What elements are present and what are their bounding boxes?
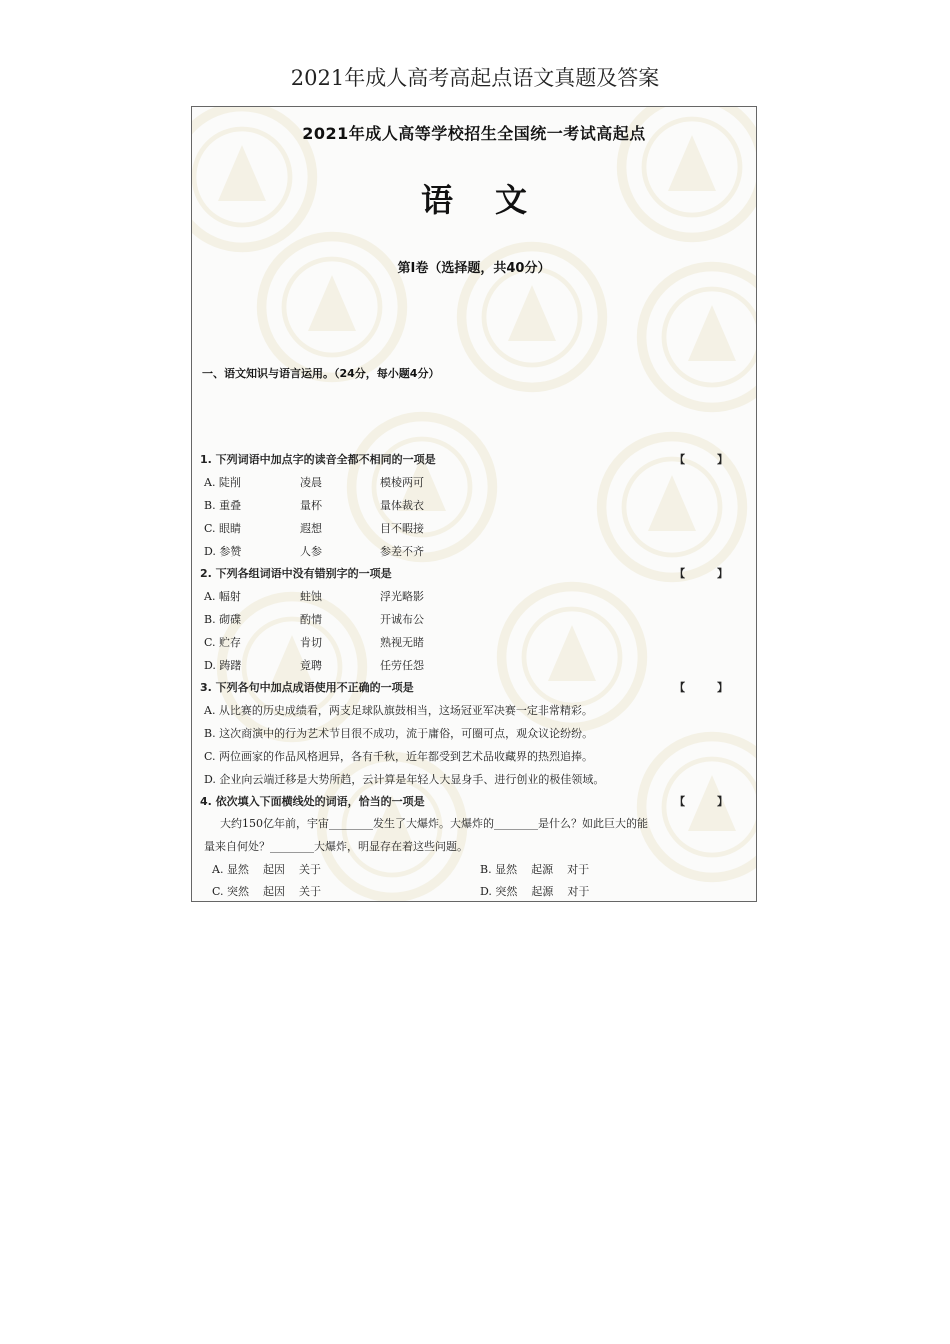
option-word: 参差不齐 — [380, 545, 424, 558]
option-word: C. 突然 — [212, 885, 250, 898]
exam-header: 2021年成人高等学校招生全国统一考试高起点 — [302, 124, 646, 143]
option-word: A. 显然 — [212, 863, 249, 876]
option-word: 竟聘 — [300, 659, 322, 672]
option-word: 凌晨 — [300, 476, 322, 489]
option-word: 起因 — [263, 885, 286, 898]
subject-title — [192, 175, 756, 221]
option-word: 开诚布公 — [380, 613, 424, 626]
passage-line: 量来自何处？________大爆炸，明显存在着这些问题。 — [204, 840, 468, 853]
option-word: A. 陡削 — [204, 476, 241, 489]
question-stem: 2. 下列各组词语中没有错别字的一项是 — [200, 567, 392, 580]
option-sentence: A. 从比赛的历史成绩看，两支足球队旗鼓相当，这场冠亚军决赛一定非常精彩。 — [204, 704, 593, 717]
option-row — [204, 588, 424, 604]
subject-char: 语 — [420, 181, 453, 219]
scanned-exam-image — [191, 106, 757, 902]
option-word: 对于 — [567, 863, 590, 876]
question-stem: 1. 下列词语中加点字的读音全都不相同的一项是 — [200, 453, 436, 466]
option-word: 目不暇接 — [380, 522, 424, 535]
answer-bracket: 【 】 — [674, 681, 742, 694]
option-word: B. 重叠 — [204, 499, 242, 512]
option-word: 肯切 — [300, 636, 322, 649]
option-word: 遐想 — [300, 522, 322, 535]
option-word: B. 砌碟 — [204, 613, 242, 626]
option-word: 浮光略影 — [380, 590, 424, 603]
option-word: D. 参赞 — [204, 545, 242, 558]
option-row — [204, 611, 424, 627]
question-2 — [200, 565, 748, 581]
passage-line: 大约150亿年前，宇宙________发生了大爆炸。大爆炸的________是什么？如此巨大的能 — [220, 817, 648, 830]
option-sentence: D. 企业向云端迁移是大势所趋，云计算是年轻人大显身手、进行创业的极佳领域。 — [204, 773, 605, 786]
option-sentence: B. 这次商演中的行为艺术节目很不成功，流于庸俗，可圈可点，观众议论纷纷。 — [204, 727, 594, 740]
option-word: 蛀蚀 — [300, 590, 322, 603]
option-row — [204, 497, 424, 513]
subject-char: 文 — [495, 181, 528, 219]
answer-bracket: 【 】 — [674, 567, 742, 580]
option-word: C. 眼睛 — [204, 522, 242, 535]
question-4 — [200, 793, 748, 809]
option-word: 量体裁衣 — [380, 499, 424, 512]
option-row — [204, 634, 424, 650]
option-word: C. 贮存 — [204, 636, 242, 649]
option-row — [480, 883, 603, 899]
answer-bracket: 【 】 — [674, 453, 742, 466]
question-3 — [200, 679, 748, 695]
question-stem: 4. 依次填入下面横线处的词语，恰当的一项是 — [200, 795, 425, 808]
option-word: 酌情 — [300, 613, 322, 626]
option-word: 起因 — [262, 863, 285, 876]
option-word: A. 幅射 — [204, 590, 241, 603]
option-word: 起源 — [531, 885, 554, 898]
option-word: 对于 — [567, 885, 590, 898]
section-title: 一、语文知识与语言运用。（24分，每小题4分） — [202, 367, 440, 380]
option-word: 任劳任怨 — [380, 659, 424, 672]
document-title: 2021年成人高考高起点语文真题及答案 — [290, 66, 660, 90]
option-row — [204, 543, 424, 559]
option-word: 关于 — [298, 863, 321, 876]
option-word: 模棱两可 — [380, 476, 424, 489]
option-word: 熟视无睹 — [380, 636, 424, 649]
option-row — [204, 657, 424, 673]
option-word: 人参 — [300, 545, 322, 558]
option-word: 关于 — [299, 885, 322, 898]
answer-bracket: 【 】 — [674, 795, 742, 808]
option-word: 量杯 — [300, 499, 322, 512]
option-word: B. 显然 — [480, 863, 518, 876]
option-word: D. 踌躇 — [204, 659, 242, 672]
option-row — [480, 861, 603, 877]
option-sentence: C. 两位画家的作品风格迥异，各有千秋，近年都受到艺术品收藏界的热烈追捧。 — [204, 750, 594, 763]
question-1 — [200, 451, 748, 467]
option-row — [204, 520, 424, 536]
option-row — [212, 861, 335, 877]
option-row — [204, 474, 424, 490]
part-title: 第Ⅰ卷（选择题，共40分） — [397, 261, 551, 276]
option-word: 起源 — [531, 863, 554, 876]
option-row — [212, 883, 335, 899]
option-word: D. 突然 — [480, 885, 518, 898]
question-stem: 3. 下列各句中加点成语使用不正确的一项是 — [200, 681, 414, 694]
